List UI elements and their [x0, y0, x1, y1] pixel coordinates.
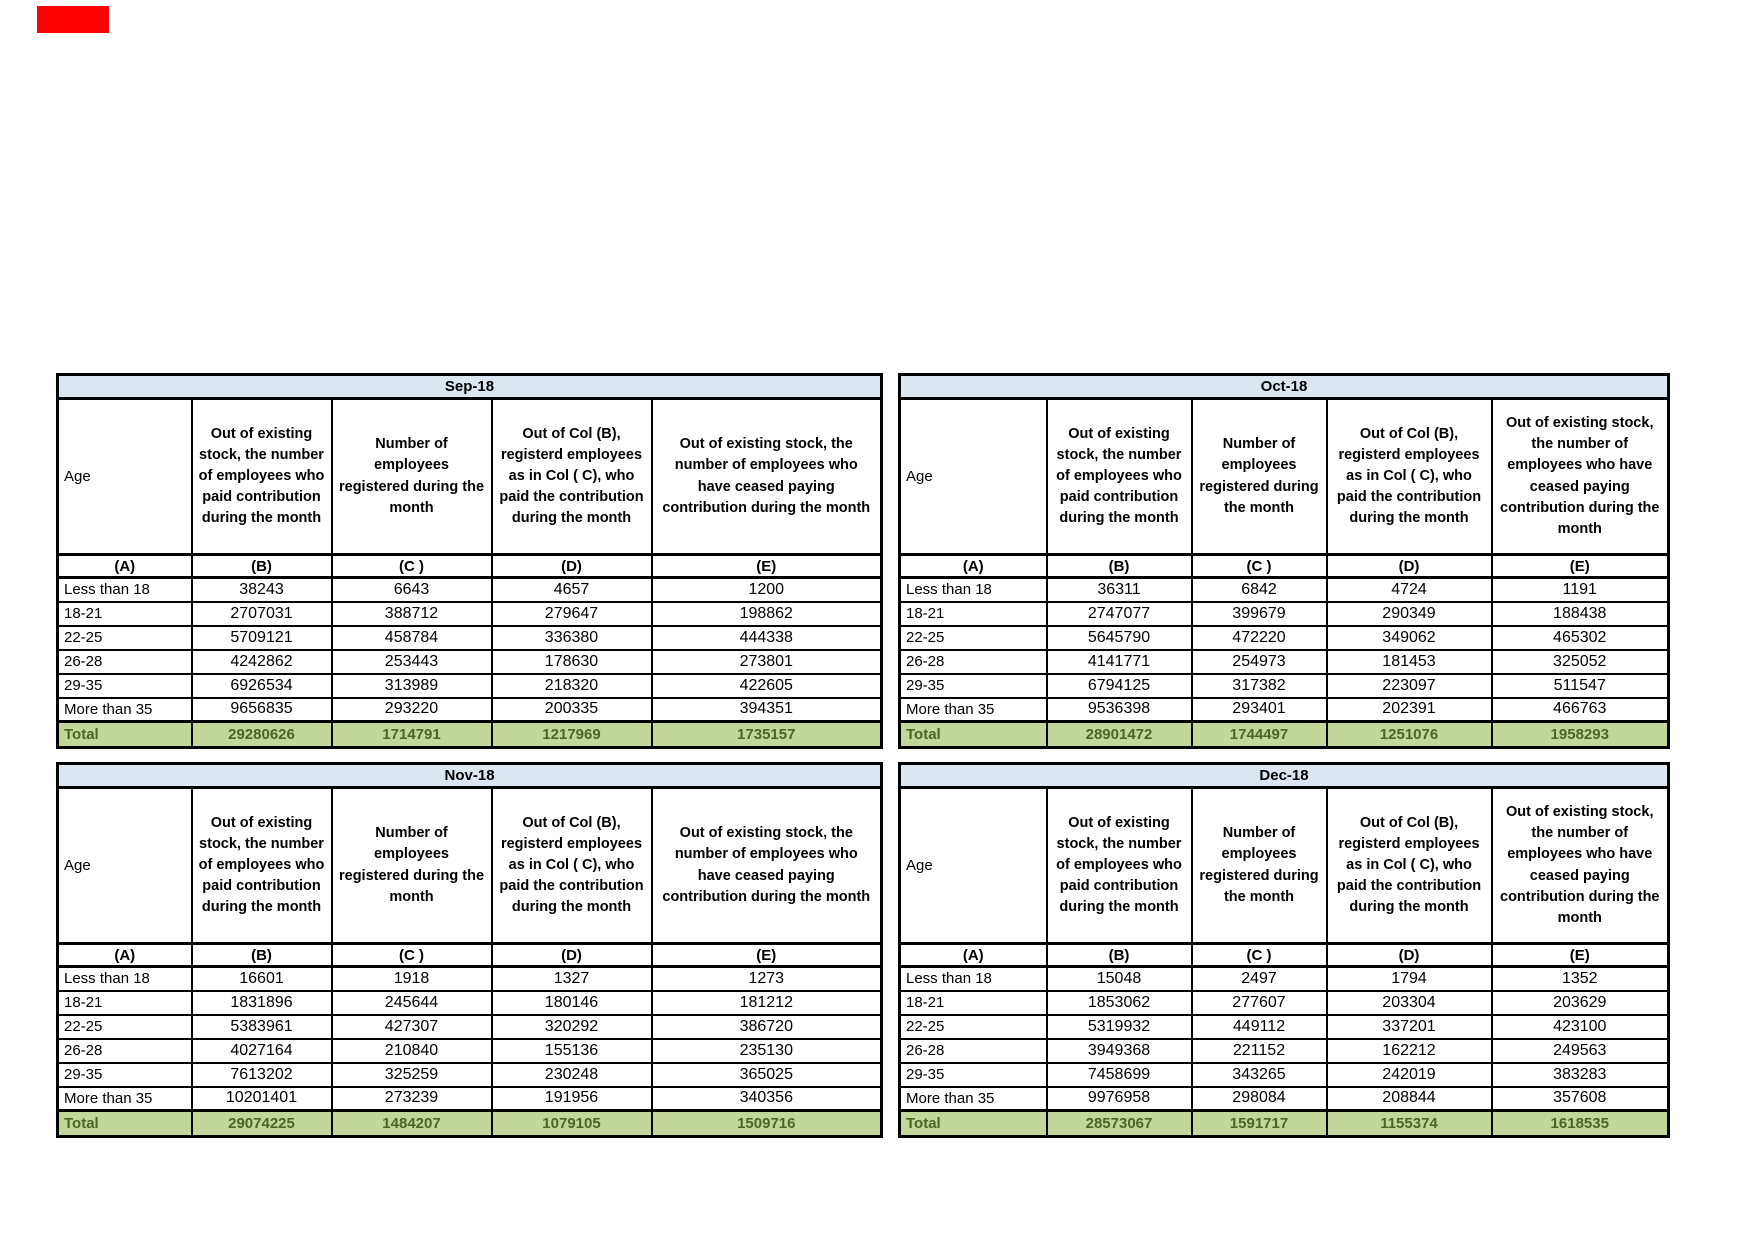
value-cell: 394351 [652, 698, 882, 722]
column-letter-row [900, 944, 1669, 967]
col-letter-d: (D) [492, 944, 652, 967]
value-cell: 4657 [492, 578, 652, 602]
value-cell: 349062 [1327, 626, 1492, 650]
total-value-cell: 1079105 [492, 1111, 652, 1137]
age-group-cell: 18-21 [58, 991, 192, 1015]
red-marker [37, 6, 109, 33]
value-cell: 203629 [1492, 991, 1669, 1015]
month-header-row [58, 764, 882, 788]
data-row [900, 991, 1669, 1015]
data-row [900, 698, 1669, 722]
value-cell: 1918 [332, 967, 492, 991]
col-letter-a: (A) [58, 944, 192, 967]
value-cell: 325052 [1492, 650, 1669, 674]
col-header-ceased-paying: Out of existing stock, the number of employees who have ceased paying contribution during the month [1492, 399, 1669, 555]
data-row [58, 967, 882, 991]
data-row [900, 674, 1669, 698]
value-cell: 16601 [192, 967, 332, 991]
col-letter-c: (C ) [332, 944, 492, 967]
value-cell: 273801 [652, 650, 882, 674]
data-row [900, 626, 1669, 650]
total-value-cell: 1735157 [652, 722, 882, 748]
value-cell: 200335 [492, 698, 652, 722]
age-group-cell: 18-21 [58, 602, 192, 626]
value-cell: 198862 [652, 602, 882, 626]
age-group-cell: 18-21 [900, 991, 1047, 1015]
value-cell: 4242862 [192, 650, 332, 674]
value-cell: 5383961 [192, 1015, 332, 1039]
total-value-cell: 1744497 [1192, 722, 1327, 748]
month-header-row [900, 764, 1669, 788]
value-cell: 230248 [492, 1063, 652, 1087]
col-header-registered: Number of employees registered during the month [332, 788, 492, 944]
column-letter-row [58, 944, 882, 967]
value-cell: 465302 [1492, 626, 1669, 650]
age-group-cell: 22-25 [58, 626, 192, 650]
table-sep-18 [56, 373, 883, 749]
col-letter-e: (E) [1492, 555, 1669, 578]
month-title: Dec-18 [900, 764, 1669, 788]
table-body [900, 578, 1669, 722]
value-cell: 1853062 [1047, 991, 1192, 1015]
total-value-cell: 1155374 [1327, 1111, 1492, 1137]
value-cell: 181453 [1327, 650, 1492, 674]
value-cell: 1352 [1492, 967, 1669, 991]
value-cell: 191956 [492, 1087, 652, 1111]
data-row [58, 602, 882, 626]
month-data-table [56, 762, 883, 1138]
age-group-cell: 29-35 [900, 674, 1047, 698]
value-cell: 277607 [1192, 991, 1327, 1015]
data-row [58, 626, 882, 650]
value-cell: 2747077 [1047, 602, 1192, 626]
value-cell: 254973 [1192, 650, 1327, 674]
value-cell: 337201 [1327, 1015, 1492, 1039]
col-letter-a: (A) [900, 944, 1047, 967]
value-cell: 6926534 [192, 674, 332, 698]
data-row [900, 967, 1669, 991]
age-group-cell: Less than 18 [58, 578, 192, 602]
data-row [58, 991, 882, 1015]
data-row [58, 1087, 882, 1111]
total-row [900, 1111, 1669, 1137]
value-cell: 5709121 [192, 626, 332, 650]
value-cell: 343265 [1192, 1063, 1327, 1087]
value-cell: 4027164 [192, 1039, 332, 1063]
value-cell: 9976958 [1047, 1087, 1192, 1111]
value-cell: 279647 [492, 602, 652, 626]
data-row [58, 1039, 882, 1063]
age-group-cell: 26-28 [900, 650, 1047, 674]
column-description-row [900, 788, 1669, 944]
value-cell: 249563 [1492, 1039, 1669, 1063]
age-group-cell: More than 35 [58, 698, 192, 722]
col-header-registered-paid: Out of Col (B), registerd employees as in Col ( C), who paid the contribution during the month [492, 788, 652, 944]
col-header-paid-contribution: Out of existing stock, the number of employees who paid contribution during the month [1047, 788, 1192, 944]
total-value-cell: 1217969 [492, 722, 652, 748]
value-cell: 472220 [1192, 626, 1327, 650]
col-header-registered-paid: Out of Col (B), registerd employees as in Col ( C), who paid the contribution during the month [492, 399, 652, 555]
col-letter-e: (E) [652, 555, 882, 578]
value-cell: 5645790 [1047, 626, 1192, 650]
col-letter-d: (D) [1327, 944, 1492, 967]
value-cell: 423100 [1492, 1015, 1669, 1039]
age-group-cell: 22-25 [58, 1015, 192, 1039]
col-letter-b: (B) [192, 555, 332, 578]
value-cell: 6643 [332, 578, 492, 602]
table-dec-18 [898, 762, 1670, 1138]
column-letter-row [58, 555, 882, 578]
col-letter-d: (D) [492, 555, 652, 578]
data-row [900, 1063, 1669, 1087]
col-letter-e: (E) [652, 944, 882, 967]
data-row [58, 650, 882, 674]
value-cell: 178630 [492, 650, 652, 674]
value-cell: 399679 [1192, 602, 1327, 626]
value-cell: 293220 [332, 698, 492, 722]
table-oct-18 [898, 373, 1670, 749]
total-value-cell: 1958293 [1492, 722, 1669, 748]
age-group-cell: 26-28 [58, 650, 192, 674]
column-description-row [58, 788, 882, 944]
data-row [58, 1063, 882, 1087]
value-cell: 1831896 [192, 991, 332, 1015]
value-cell: 181212 [652, 991, 882, 1015]
total-label-cell: Total [900, 1111, 1047, 1137]
month-title: Sep-18 [58, 375, 882, 399]
total-value-cell: 29280626 [192, 722, 332, 748]
value-cell: 422605 [652, 674, 882, 698]
month-title: Nov-18 [58, 764, 882, 788]
value-cell: 427307 [332, 1015, 492, 1039]
col-letter-e: (E) [1492, 944, 1669, 967]
age-group-cell: 26-28 [900, 1039, 1047, 1063]
col-header-paid-contribution: Out of existing stock, the number of employees who paid contribution during the month [1047, 399, 1192, 555]
value-cell: 9536398 [1047, 698, 1192, 722]
age-group-cell: 29-35 [58, 1063, 192, 1087]
total-row [58, 722, 882, 748]
month-data-table [898, 762, 1670, 1138]
data-row [900, 1087, 1669, 1111]
age-group-cell: Less than 18 [900, 967, 1047, 991]
data-row [900, 602, 1669, 626]
value-cell: 155136 [492, 1039, 652, 1063]
value-cell: 1191 [1492, 578, 1669, 602]
col-header-registered: Number of employees registered during the month [1192, 399, 1327, 555]
total-row [58, 1111, 882, 1137]
data-row [900, 1015, 1669, 1039]
value-cell: 383283 [1492, 1063, 1669, 1087]
col-letter-c: (C ) [1192, 555, 1327, 578]
col-header-age: Age [900, 788, 1047, 944]
value-cell: 245644 [332, 991, 492, 1015]
month-header-row [900, 375, 1669, 399]
age-group-cell: 22-25 [900, 626, 1047, 650]
col-letter-b: (B) [192, 944, 332, 967]
total-value-cell: 1509716 [652, 1111, 882, 1137]
value-cell: 444338 [652, 626, 882, 650]
data-row [58, 578, 882, 602]
age-group-cell: Less than 18 [900, 578, 1047, 602]
value-cell: 9656835 [192, 698, 332, 722]
col-header-registered: Number of employees registered during the month [1192, 788, 1327, 944]
total-value-cell: 29074225 [192, 1111, 332, 1137]
age-group-cell: 29-35 [900, 1063, 1047, 1087]
value-cell: 208844 [1327, 1087, 1492, 1111]
value-cell: 273239 [332, 1087, 492, 1111]
data-row [900, 578, 1669, 602]
value-cell: 2497 [1192, 967, 1327, 991]
age-group-cell: 22-25 [900, 1015, 1047, 1039]
age-group-cell: 29-35 [58, 674, 192, 698]
value-cell: 202391 [1327, 698, 1492, 722]
age-group-cell: More than 35 [58, 1087, 192, 1111]
value-cell: 210840 [332, 1039, 492, 1063]
col-header-paid-contribution: Out of existing stock, the number of employees who paid contribution during the month [192, 788, 332, 944]
value-cell: 221152 [1192, 1039, 1327, 1063]
value-cell: 203304 [1327, 991, 1492, 1015]
col-letter-d: (D) [1327, 555, 1492, 578]
total-value-cell: 28573067 [1047, 1111, 1192, 1137]
col-letter-c: (C ) [1192, 944, 1327, 967]
value-cell: 38243 [192, 578, 332, 602]
value-cell: 242019 [1327, 1063, 1492, 1087]
month-header-row [58, 375, 882, 399]
month-title: Oct-18 [900, 375, 1669, 399]
col-header-registered-paid: Out of Col (B), registerd employees as in Col ( C), who paid the contribution during the month [1327, 788, 1492, 944]
value-cell: 293401 [1192, 698, 1327, 722]
month-data-table [56, 373, 883, 749]
total-row [900, 722, 1669, 748]
value-cell: 313989 [332, 674, 492, 698]
col-header-age: Age [58, 788, 192, 944]
value-cell: 449112 [1192, 1015, 1327, 1039]
value-cell: 290349 [1327, 602, 1492, 626]
month-data-table [898, 373, 1670, 749]
value-cell: 5319932 [1047, 1015, 1192, 1039]
age-group-cell: 18-21 [900, 602, 1047, 626]
value-cell: 298084 [1192, 1087, 1327, 1111]
total-value-cell: 1591717 [1192, 1111, 1327, 1137]
value-cell: 1273 [652, 967, 882, 991]
value-cell: 162212 [1327, 1039, 1492, 1063]
data-row [58, 698, 882, 722]
total-value-cell: 1618535 [1492, 1111, 1669, 1137]
value-cell: 3949368 [1047, 1039, 1192, 1063]
column-description-row [58, 399, 882, 555]
table-body [58, 578, 882, 722]
value-cell: 2707031 [192, 602, 332, 626]
data-row [900, 1039, 1669, 1063]
total-value-cell: 1484207 [332, 1111, 492, 1137]
col-header-registered-paid: Out of Col (B), registerd employees as in Col ( C), who paid the contribution during the month [1327, 399, 1492, 555]
value-cell: 218320 [492, 674, 652, 698]
col-header-ceased-paying: Out of existing stock, the number of employees who have ceased paying contribution during the month [652, 399, 882, 555]
value-cell: 458784 [332, 626, 492, 650]
value-cell: 336380 [492, 626, 652, 650]
table-nov-18 [56, 762, 883, 1138]
value-cell: 188438 [1492, 602, 1669, 626]
value-cell: 1794 [1327, 967, 1492, 991]
value-cell: 1200 [652, 578, 882, 602]
column-letter-row [900, 555, 1669, 578]
col-header-age: Age [58, 399, 192, 555]
col-header-age: Age [900, 399, 1047, 555]
col-header-paid-contribution: Out of existing stock, the number of employees who paid contribution during the month [192, 399, 332, 555]
table-body [58, 967, 882, 1111]
age-group-cell: Less than 18 [58, 967, 192, 991]
column-description-row [900, 399, 1669, 555]
col-letter-a: (A) [900, 555, 1047, 578]
value-cell: 235130 [652, 1039, 882, 1063]
value-cell: 6842 [1192, 578, 1327, 602]
total-value-cell: 28901472 [1047, 722, 1192, 748]
total-label-cell: Total [58, 722, 192, 748]
age-group-cell: 26-28 [58, 1039, 192, 1063]
value-cell: 320292 [492, 1015, 652, 1039]
value-cell: 365025 [652, 1063, 882, 1087]
col-letter-c: (C ) [332, 555, 492, 578]
data-row [900, 650, 1669, 674]
value-cell: 317382 [1192, 674, 1327, 698]
table-body [900, 967, 1669, 1111]
col-letter-a: (A) [58, 555, 192, 578]
value-cell: 357608 [1492, 1087, 1669, 1111]
value-cell: 388712 [332, 602, 492, 626]
value-cell: 386720 [652, 1015, 882, 1039]
value-cell: 4141771 [1047, 650, 1192, 674]
value-cell: 180146 [492, 991, 652, 1015]
value-cell: 7458699 [1047, 1063, 1192, 1087]
value-cell: 325259 [332, 1063, 492, 1087]
value-cell: 4724 [1327, 578, 1492, 602]
total-value-cell: 1714791 [332, 722, 492, 748]
data-row [58, 1015, 882, 1039]
value-cell: 10201401 [192, 1087, 332, 1111]
total-value-cell: 1251076 [1327, 722, 1492, 748]
col-letter-b: (B) [1047, 944, 1192, 967]
col-letter-b: (B) [1047, 555, 1192, 578]
total-label-cell: Total [900, 722, 1047, 748]
value-cell: 511547 [1492, 674, 1669, 698]
value-cell: 340356 [652, 1087, 882, 1111]
col-header-ceased-paying: Out of existing stock, the number of employees who have ceased paying contribution during the month [652, 788, 882, 944]
age-group-cell: More than 35 [900, 698, 1047, 722]
value-cell: 7613202 [192, 1063, 332, 1087]
value-cell: 253443 [332, 650, 492, 674]
value-cell: 36311 [1047, 578, 1192, 602]
value-cell: 223097 [1327, 674, 1492, 698]
value-cell: 466763 [1492, 698, 1669, 722]
col-header-registered: Number of employees registered during the month [332, 399, 492, 555]
value-cell: 6794125 [1047, 674, 1192, 698]
col-header-ceased-paying: Out of existing stock, the number of employees who have ceased paying contribution during the month [1492, 788, 1669, 944]
age-group-cell: More than 35 [900, 1087, 1047, 1111]
total-label-cell: Total [58, 1111, 192, 1137]
data-row [58, 674, 882, 698]
value-cell: 15048 [1047, 967, 1192, 991]
value-cell: 1327 [492, 967, 652, 991]
